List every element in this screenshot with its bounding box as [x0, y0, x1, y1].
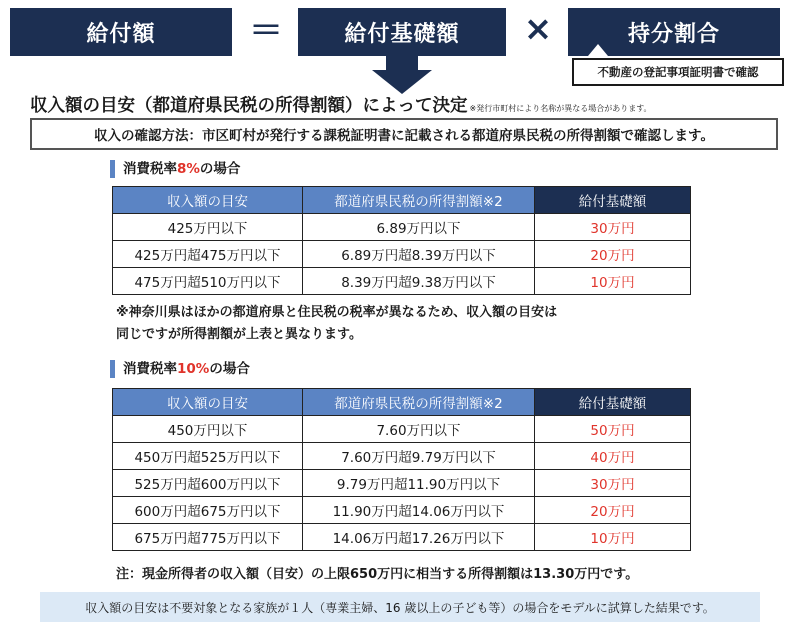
equals-sign: ＝: [249, 11, 283, 51]
formula-term-base-amount: 給付基礎額: [298, 8, 506, 56]
table-row: [113, 470, 691, 497]
formula-term-benefit-amount: 給付額: [10, 8, 232, 56]
income-cell: 525万円超600万円以下: [113, 470, 303, 497]
rate-table-10: [112, 388, 691, 551]
table-row: [113, 268, 691, 295]
table-header-row: [113, 389, 691, 416]
tax-cell: 6.89万円以下: [303, 214, 535, 241]
section-title-10-suffix: の場合: [209, 361, 250, 377]
section-title-10-prefix: 消費税率: [123, 361, 177, 377]
headline-text: 収入額の目安（都道府県民税の所得割額）によって決定: [30, 96, 468, 116]
tax-cell: 11.90万円超14.06万円以下: [303, 497, 535, 524]
income-cell: 475万円超510万円以下: [113, 268, 303, 295]
section-title-10-rate: 10%: [177, 361, 210, 377]
section-title-8-prefix: 消費税率: [123, 161, 177, 177]
section-title-8-rate: 8%: [177, 161, 200, 177]
kanagawa-note-line2: 同じですが所得割額が上表と異なります。: [116, 327, 362, 342]
benefit-cell: 30万円: [535, 470, 691, 497]
headline-note: ※発行市町村により名称が異なる場合があります。: [469, 104, 652, 113]
income-cell: 425万円以下: [113, 214, 303, 241]
column-header-tax: 都道府県民税の所得割額※2: [303, 187, 535, 214]
benefit-cell: 40万円: [535, 443, 691, 470]
benefit-cell: 50万円: [535, 416, 691, 443]
table-row: [113, 443, 691, 470]
benefit-cell: 30万円: [535, 214, 691, 241]
kanagawa-note: [116, 302, 557, 346]
note-pointer-icon: [588, 44, 608, 56]
formula-term-ownership-ratio: 持分割合: [568, 8, 780, 56]
income-cell: 450万円超525万円以下: [113, 443, 303, 470]
multiply-sign: ×: [523, 9, 553, 49]
column-header-benefit: 給付基礎額: [535, 187, 691, 214]
section-title-8: [110, 160, 240, 178]
kanagawa-note-line1: ※神奈川県はほかの都道府県と住民税の税率が異なるため、収入額の目安は: [116, 305, 558, 320]
column-header-income: 収入額の目安: [113, 389, 303, 416]
table-row: [113, 497, 691, 524]
tax-cell: 14.06万円超17.26万円以下: [303, 524, 535, 551]
tax-cell: 7.60万円超9.79万円以下: [303, 443, 535, 470]
column-header-tax: 都道府県民税の所得割額※2: [303, 389, 535, 416]
model-assumption-note: 収入額の目安は不要対象となる家族が１人（専業主婦、16 歳以上の子ども等）の場合をモデルに試算した結果です。: [40, 592, 760, 622]
benefit-cell: 10万円: [535, 524, 691, 551]
rate-table-8: [112, 186, 691, 295]
benefit-cell: 20万円: [535, 241, 691, 268]
income-cell: 675万円超775万円以下: [113, 524, 303, 551]
benefit-cell: 10万円: [535, 268, 691, 295]
ownership-note: 不動産の登記事項証明書で確認: [572, 58, 784, 86]
table-row: [113, 524, 691, 551]
income-cap-note: 注：現金所得者の収入額（目安）の上限650万円に相当する所得割額は13.30万円です。: [116, 567, 639, 582]
income-cell: 450万円以下: [113, 416, 303, 443]
headline: [30, 92, 652, 117]
table-header-row: [113, 187, 691, 214]
tax-cell: 7.60万円以下: [303, 416, 535, 443]
income-cell: 600万円超675万円以下: [113, 497, 303, 524]
benefit-cell: 20万円: [535, 497, 691, 524]
tax-cell: 8.39万円超9.38万円以下: [303, 268, 535, 295]
column-header-benefit: 給付基礎額: [535, 389, 691, 416]
tax-cell: 9.79万円超11.90万円以下: [303, 470, 535, 497]
section-title-8-suffix: の場合: [199, 161, 241, 177]
tax-cell: 6.89万円超8.39万円以下: [303, 241, 535, 268]
column-header-income: 収入額の目安: [113, 187, 303, 214]
down-arrow-icon: [372, 70, 432, 94]
table-row: [113, 416, 691, 443]
table-row: [113, 214, 691, 241]
confirm-method-box: 収入の確認方法：市区町村が発行する課税証明書に記載される都道府県民税の所得割額で確認します。: [30, 118, 778, 150]
income-cell: 425万円超475万円以下: [113, 241, 303, 268]
table-row: [113, 241, 691, 268]
section-title-10: [110, 360, 250, 378]
